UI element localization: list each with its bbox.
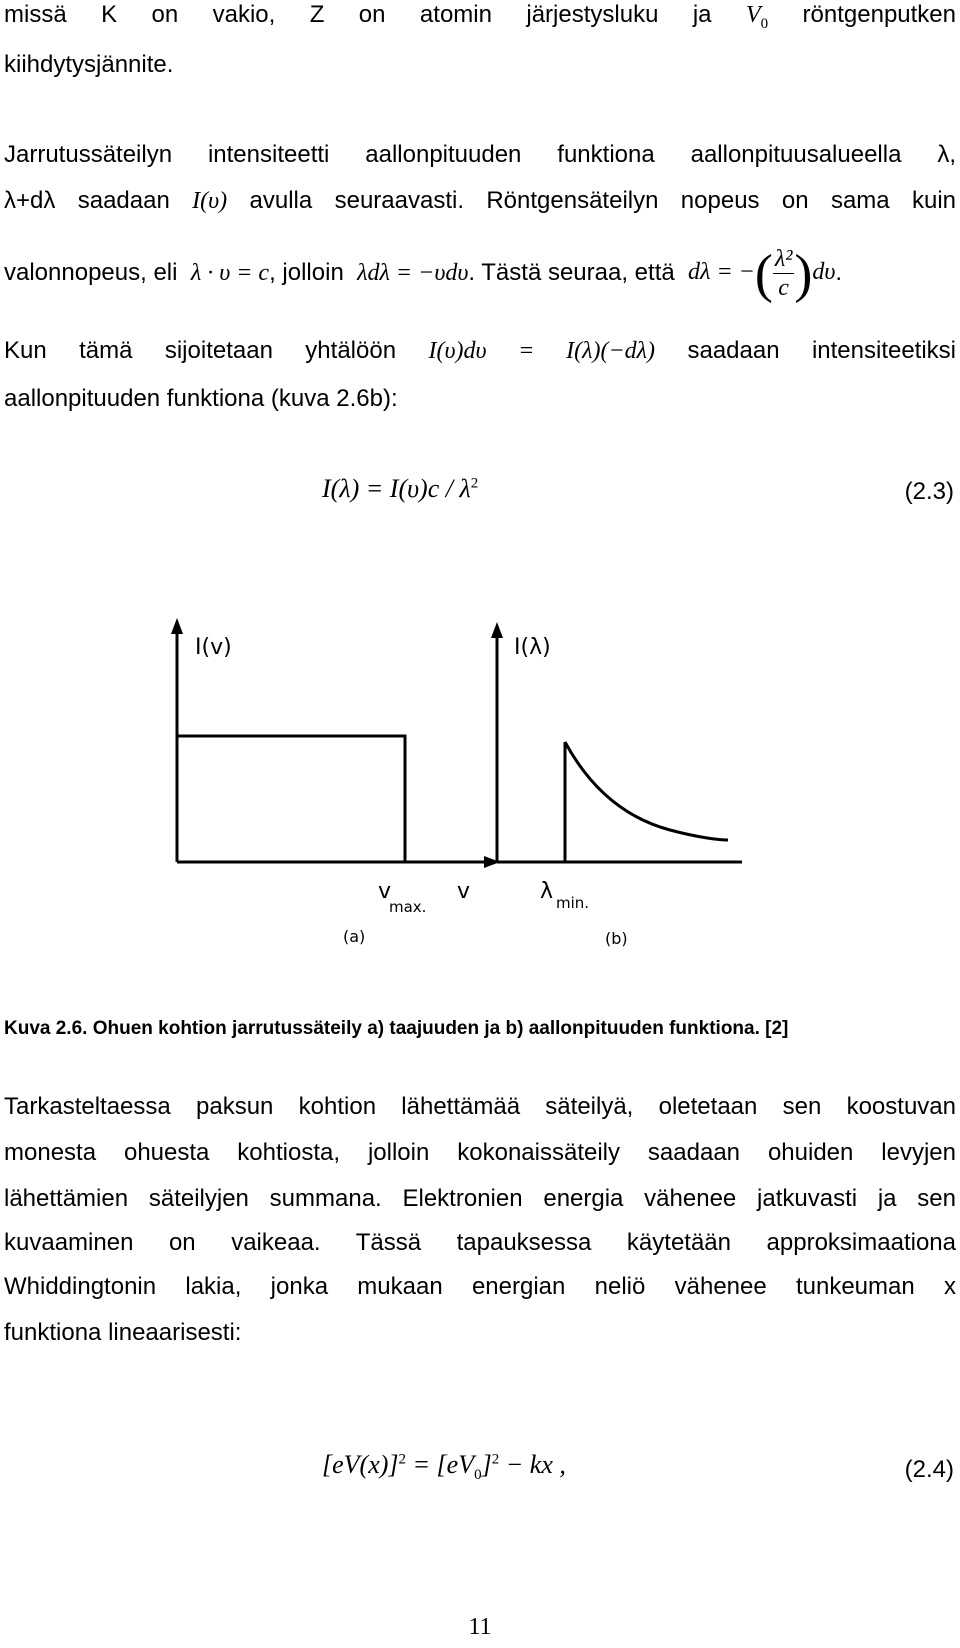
math-V0: $V_0$ [745, 2, 769, 32]
x-label-vmax: v [378, 879, 392, 904]
math-inline: I(υ) [192, 188, 228, 214]
page-number: 11 [468, 1614, 492, 1640]
figure-caption: Kuva 2.6. Ohuen kohtion jarrutussäteily a) taajuuden ja b) aallonpituuden funktiona. [2] [4, 1018, 789, 1039]
panel-label-a: (a) [343, 927, 366, 946]
y-label-a: I(v) [195, 635, 232, 660]
x-label-v: v [457, 879, 471, 904]
y-label-b: I(λ) [514, 635, 551, 660]
x-label-lambda-min-sub: min. [556, 894, 590, 912]
text-line: funktiona lineaarisesti: [4, 1319, 242, 1346]
math-inline: λdλ = −υdυ [357, 260, 469, 286]
math-inline: I(υ)dυ = I(λ)(−dλ) [428, 338, 656, 364]
equation-number: (2.4) [904, 1456, 954, 1483]
text-line: kuvaaminen on vaikeaa. Tässä tapauksessa käytetään approksimaationa [4, 1229, 956, 1256]
text-line: lähettämien säteilyjen summana. Elektronien energia vähenee jatkuvasti ja sen [4, 1185, 956, 1212]
text-span: röntgenputken [802, 1, 957, 28]
figure-2-6 [0, 618, 960, 958]
equation-number: (2.3) [904, 478, 954, 505]
text-line: Tarkasteltaessa paksun kohtion lähettämää säteilyä, oletetaan sen koostuvan [4, 1093, 956, 1120]
text-line: kiihdytysjännite. [4, 51, 174, 78]
intensity-curve-b [565, 742, 728, 840]
text-line: Jarrutussäteilyn intensiteetti aallonpituuden funktiona aallonpituusalueella λ, [4, 141, 956, 168]
x-label-lambda-min: λ [540, 879, 554, 904]
text-line: Whiddingtonin lakia, jonka mukaan energian neliö vähenee tunkeuman x [4, 1273, 956, 1300]
equation-2-4: $[eV(x)]^2 = [eV_0]^2$ − kx , [322, 1450, 566, 1484]
text-span: missä K on vakio, Z on atomin järjestysluku ja [4, 1, 712, 28]
text-line: λ+dλ saadaan I(υ) avulla seuraavasti. Röntgensäteilyn nopeus on sama kuin [4, 187, 957, 214]
math-inline: λ · υ = c [190, 260, 270, 286]
intensity-curve-a [177, 736, 405, 862]
y-axis-arrow-a [171, 618, 183, 634]
equation-2-3: $I(\lambda) = I(\upsilon)c / \lambda^2$ [322, 474, 479, 503]
y-axis-arrow-b [491, 622, 503, 638]
text-line [4, 0, 956, 39]
panel-label-b: (b) [605, 929, 628, 948]
text-line: monesta ohuesta kohtiosta, jolloin kokonaissäteily saadaan ohuiden levyjen [4, 1139, 956, 1166]
math-fraction-expr: dλ = −( $\frac{\text{λ²}}{c}$ )dυ [688, 243, 836, 303]
text-line: valonnopeus, eli λ · υ = c , jolloin λdλ = −υdυ . Tästä seuraa, että dλ = −( $\frac{\text{λ²}}{c}$ )dυ . [4, 243, 843, 303]
text-line: aallonpituuden funktiona (kuva 2.6b): [4, 385, 398, 412]
text-line: Kun tämä sijoitetaan yhtälöön I(υ)dυ = I(λ)(−dλ) saadaan intensiteetiksi [4, 337, 957, 364]
x-label-vmax-sub: max. [389, 898, 427, 916]
